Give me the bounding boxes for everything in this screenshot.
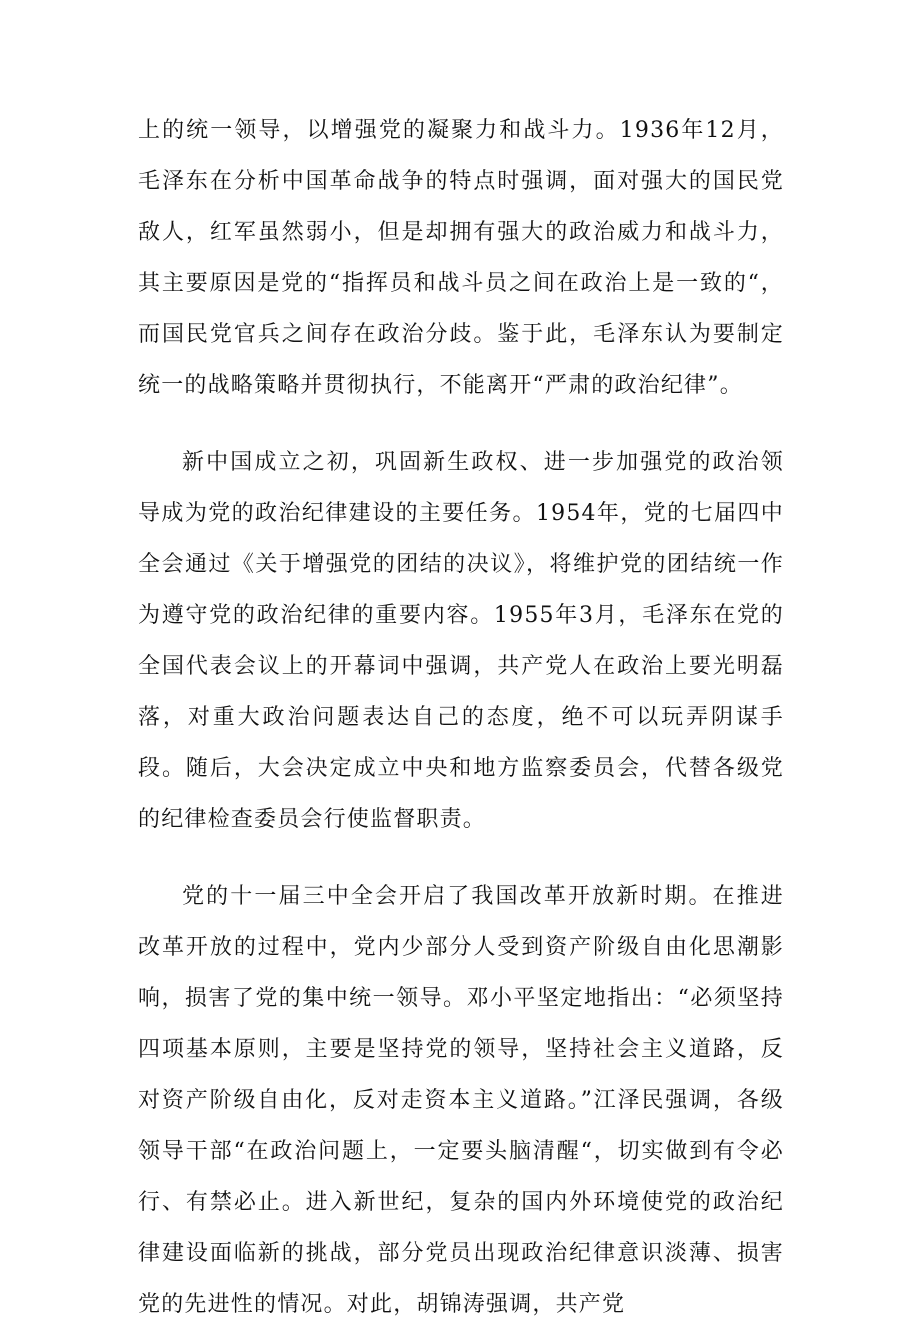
paragraph-reform-opening: 党的十一届三中全会开启了我国改革开放新时期。在推进改革开放的过程中，党内少部分人受到资产阶级自由化思潮影响，损害了党的集中统一领导。邓小平坚定地指出：“必须坚持四项基本原则，主要是坚持党的领导，坚持社会主义道路，反对资产阶级自由化，反对走资本主义道路。”江泽民强调，各级领导干部“在政治问题上，一定要头脑清醒“，切实做到有令必行、有禁必止。进入新世纪，复杂的国内外环境使党的政治纪律建设面临新的挑战，部分党员出现政治纪律意识淡薄、损害党的先进性的情况。对此，胡锦涛强调，共产党 (138, 884, 784, 1317)
paragraph-continuation: 上的统一领导，以增强党的凝聚力和战斗力。1936年12月，毛泽东在分析中国革命战争的特点时强调，面对强大的国民党敌人，红军虽然弱小，但是却拥有强大的政治威力和战斗力，其主要原因是党的“指挥员和战斗员之间在政治上是一致的“，而国民党官兵之间存在政治分歧。鉴于此，毛泽东认为要制定统一的战略策略并贯彻执行，不能离开“严肃的政治纪律”。 (138, 118, 784, 398)
document-body (138, 105, 784, 1330)
paragraph-new-china: 新中国成立之初，巩固新生政权、进一步加强党的政治领导成为党的政治纪律建设的主要任务。1954年，党的七届四中全会通过《关于增强党的团结的决议》，将维护党的团结统一作为遵守党的政治纪律的重要内容。1955年3月，毛泽东在党的全国代表会议上的开幕词中强调，共产党人在政治上要光明磊落，对重大政治问题表达自己的态度，绝不可以玩弄阴谋手段。随后，大会决定成立中央和地方监察委员会，代替各级党的纪律检查委员会行使监督职责。 (138, 450, 784, 832)
